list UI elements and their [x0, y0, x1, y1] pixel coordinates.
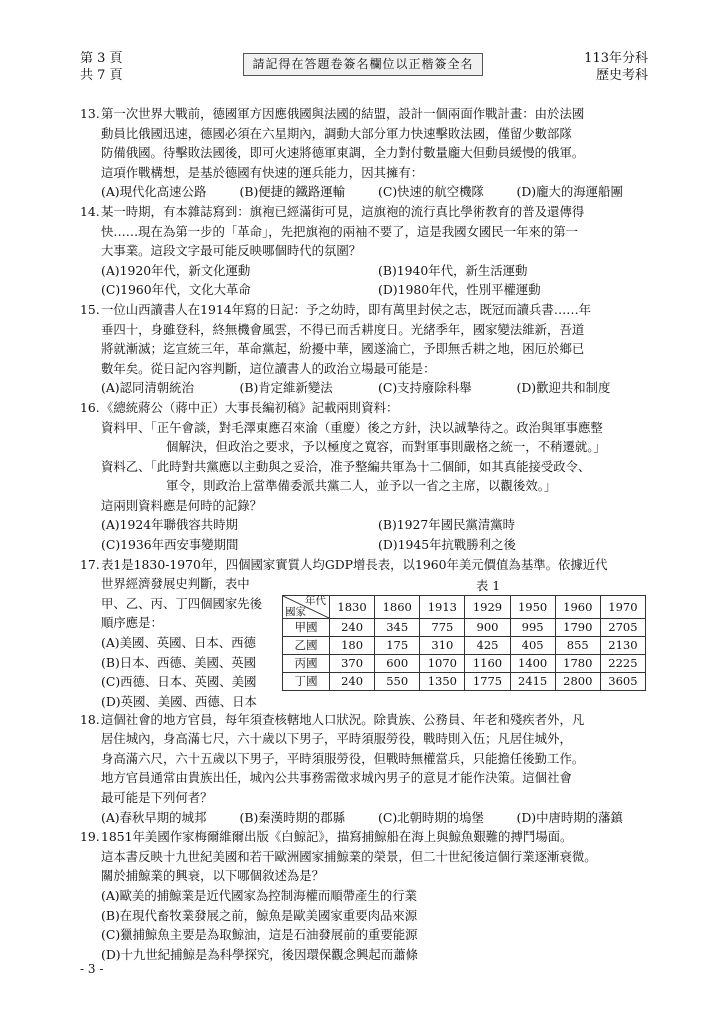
option-b: (B)肯定維新變法 [239, 380, 333, 396]
option-c: (C)支持廢除科舉 [378, 380, 472, 396]
source-b-continued: 軍令，則政治上當準備委派共黨二人，並予以一省之主席，以觀後效。」 [166, 478, 557, 494]
page-number: 第 3 頁 [80, 51, 123, 66]
question-text: 垂四十，身雖登科，終無機會風雲，不得已而舌耕度日。光緒季年，國家變法維新，吾道 [101, 321, 585, 337]
question-14 [80, 202, 655, 300]
question-text: 這項作戰構想，是基於德國有快速的運兵能力，因其擁有： [101, 164, 424, 180]
question-13 [80, 104, 655, 202]
options [101, 182, 655, 202]
gdp-value: 2130 [600, 636, 645, 654]
year-header: 1929 [465, 595, 510, 618]
option-d: (D)歡迎共和制度 [516, 380, 611, 396]
question-19 [80, 827, 655, 964]
source-a-continued: 個解決，但政治之要求，予以極度之寬容，而對軍事則嚴格之統一，不稍遷就。」 [166, 439, 606, 455]
question-text: 甲、乙、丙、丁四個國家先後 [101, 595, 263, 611]
gdp-value: 240 [330, 672, 375, 690]
total-pages: 共 7 頁 [80, 68, 123, 83]
gdp-value: 1160 [465, 654, 510, 672]
gdp-value: 2705 [600, 618, 645, 636]
gdp-value: 900 [465, 618, 510, 636]
gdp-value: 310 [420, 636, 465, 654]
question-text: 身高滿六尺，六十五歲以下男子，平時須服勞役，但戰時無權當兵，只能擔任後勤工作。 [101, 750, 585, 766]
option-b: (B)日本、西德、美國、英國 [101, 654, 257, 670]
question-text: 數年矣。從日記內容判斷，這位讀書人的政治立場最可能是： [101, 360, 436, 376]
gdp-value: 370 [330, 654, 375, 672]
option-c: (C)西德、日本、英國、美國 [101, 674, 257, 690]
question-text: 某一時期，有本雜誌寫到：旗袍已經滿街可見，這旗袍的流行真比學術教育的普及還傳得 [101, 203, 585, 219]
option-c: (C)快速的航空機隊 [378, 184, 484, 200]
question-text: 關於捕鯨業的興衰，以下哪個敘述為是？ [101, 868, 325, 884]
question-number: 15. [80, 301, 100, 317]
option-a: (A)認同清朝統治 [101, 380, 194, 396]
option-c: (C)北朝時期的塢堡 [378, 809, 484, 825]
header-left [80, 50, 123, 84]
corner-country-label: 國家 [285, 605, 306, 618]
gdp-table-wrapper [282, 577, 654, 691]
gdp-value: 2225 [600, 654, 645, 672]
gdp-value: 1350 [420, 672, 465, 690]
option-d: (D)1980年代，性別平權運動 [378, 282, 541, 298]
source-b: 資料乙、「此時對共黨應以主動與之妥洽，准予整編共軍為十二個師，如其真能接受政令、 [101, 458, 591, 474]
gdp-value: 175 [375, 636, 420, 654]
option-a: (A)1920年代，新文化運動 [101, 262, 251, 278]
question-number: 14. [80, 203, 100, 219]
table-row [283, 618, 646, 636]
option-d: (D)英國、美國、西德、日本 [101, 693, 257, 709]
options [101, 515, 655, 554]
gdp-value: 425 [465, 636, 510, 654]
question-number: 16. [80, 399, 100, 415]
question-15 [80, 300, 655, 398]
gdp-table [282, 595, 646, 691]
question-text: 動員比俄國迅速，德國必須在六星期內，調動大部分軍力快速擊敗法國，僅留少數部隊 [101, 125, 572, 141]
gdp-value: 240 [330, 618, 375, 636]
year-header: 1913 [420, 595, 465, 618]
question-left-column [101, 574, 276, 711]
question-text: 居住城內，身高滿七尺，六十歲以下男子，平時須服勞役，戰時則入伍；凡居住城外， [101, 731, 572, 747]
question-number: 19. [80, 829, 100, 845]
question-text: 將就漸滅；迄宣統三年，革命黨起，紛擾中華，國遂淪亡，予即無舌耕之地，困厄於鄉已 [101, 341, 585, 357]
option-a: (A)春秋早期的城邦 [101, 809, 207, 825]
question-number: 18. [80, 711, 100, 727]
gdp-value: 345 [375, 618, 420, 636]
gdp-value: 995 [510, 618, 555, 636]
question-text: 這本書反映十九世紀美國和若干歐洲國家捕鯨業的榮景，但二十世紀後這個行業逐漸衰微。 [101, 848, 597, 864]
option-d: (D)1945年抗戰勝利之後 [378, 537, 516, 553]
option-b: (B)1940年代，新生活運動 [378, 262, 528, 278]
country-name: 乙國 [283, 636, 330, 654]
gdp-value: 550 [375, 672, 420, 690]
source-a: 資料甲、「正午會談，對毛澤東應召來渝（重慶）後之方針，決以誠摯待之。政治與軍事應整 [101, 419, 603, 435]
option-d: (D)十九世紀捕鯨是為科學探究，後因環保觀念興起而蕭條 [101, 946, 418, 962]
gdp-value: 1790 [555, 618, 600, 636]
gdp-value: 2415 [510, 672, 555, 690]
gdp-value: 3605 [600, 672, 645, 690]
year-header: 1960 [555, 595, 600, 618]
table-row [283, 672, 646, 690]
question-number: 13. [80, 106, 100, 121]
option-c: (C)獵捕鯨魚主要是為取鯨油，這是石油發展前的重要能源 [101, 927, 418, 943]
year-header: 1860 [375, 595, 420, 618]
gdp-value: 180 [330, 636, 375, 654]
gdp-value: 1775 [465, 672, 510, 690]
corner-year-label: 年代 [305, 594, 326, 607]
question-18 [80, 710, 655, 828]
option-a: (A)1924年聯俄容共時期 [101, 517, 238, 533]
gdp-value: 855 [555, 636, 600, 654]
year-header: 1970 [600, 595, 645, 618]
option-b: (B)便捷的鐵路運輸 [239, 184, 346, 200]
question-text: 世界經濟發展史判斷，表中 [101, 576, 250, 592]
question-text: 1851年美國作家梅爾維爾出版《白鯨記》，描寫捕鯨船在海上與鯨魚艱難的搏鬥場面。 [101, 829, 573, 845]
options [101, 378, 655, 398]
option-b: (B)1927年國民黨清黨時 [378, 517, 516, 533]
signature-notice: 請記得在答題卷簽名欄位以正楷簽全名 [243, 53, 483, 76]
question-text: 最可能是下列何者？ [101, 790, 213, 806]
year-header: 1830 [330, 595, 375, 618]
question-text: 《總統蔣公（蔣中正）大事長編初稿》記載兩則資料： [101, 399, 399, 415]
gdp-value: 1780 [555, 654, 600, 672]
gdp-value: 1070 [420, 654, 465, 672]
country-name: 丙國 [283, 654, 330, 672]
option-a: (A)美國、英國、日本、西德 [101, 635, 256, 651]
exam-year: 113年分科 [584, 51, 648, 66]
option-a: (A)現代化高速公路 [101, 184, 207, 200]
table-corner-cell [283, 595, 330, 618]
country-name: 丁國 [283, 672, 330, 690]
question-text: 快……現在為第一步的「革命」，先把旗袍的兩袖不要了，這是我國女國民一年來的第一 [101, 223, 579, 239]
option-b: (B)在現代畜牧業發展之前，鯨魚是歐美國家重要肉品來源 [101, 907, 418, 923]
question-text: 表1是1830-1970年，四個國家實質人均GDP增長表，以1960年美元價值為基準。依據近代 [101, 556, 608, 572]
table-row [283, 654, 646, 672]
gdp-value: 405 [510, 636, 555, 654]
gdp-value: 2800 [555, 672, 600, 690]
header-right [584, 50, 648, 84]
question-text: 順序應是： [101, 615, 163, 631]
gdp-value: 775 [420, 618, 465, 636]
question-prompt: 這兩則資料應是何時的記錄？ [101, 497, 263, 513]
question-text: 地方官員通常由貴族出任，城內公共事務需徵求城內男子的意見才能作決策。這個社會 [101, 770, 572, 786]
option-a: (A)歐美的捕鯨業是近代國家為控制海權而順帶產生的行業 [101, 888, 417, 903]
question-16 [80, 398, 655, 555]
option-c: (C)1960年代，文化大革命 [101, 282, 251, 298]
options [101, 808, 655, 828]
gdp-value: 600 [375, 654, 420, 672]
exam-subject: 歷史考科 [595, 68, 648, 83]
question-text: 第一次世界大戰前，德國軍方因應俄國與法國的結盟，設計一個兩面作戰計畫：由於法國 [101, 106, 585, 121]
table-row [283, 636, 646, 654]
question-text: 防備俄國。待擊敗法國後，即可火速將德軍東調，全力對付數量龐大但動員緩慢的俄軍。 [101, 145, 585, 161]
question-text: 大事業。這段文字最可能反映哪個時代的氛圍？ [101, 243, 362, 259]
options [101, 261, 655, 300]
table-title: 表 1 [475, 577, 501, 593]
question-number: 17. [80, 556, 100, 572]
page-footer: - 3 - [80, 962, 104, 976]
question-list [80, 104, 655, 964]
option-d: (D)中唐時期的藩鎮 [516, 809, 623, 825]
option-c: (C)1936年西安事變期間 [101, 537, 239, 553]
option-d: (D)龐大的海運船團 [516, 184, 623, 200]
question-text: 這個社會的地方官員，每年須查核轄地人口狀況。除貴族、公務員、年老和殘疾者外，凡 [101, 711, 585, 727]
question-17 [80, 555, 655, 709]
table-header-row [283, 595, 646, 618]
gdp-value: 1400 [510, 654, 555, 672]
question-text: 一位山西讀書人在1914年寫的日記：予之幼時，即有萬里封侯之志，既冠而讀兵書……年 [101, 301, 591, 317]
option-b: (B)秦漢時期的郡縣 [239, 809, 346, 825]
year-header: 1950 [510, 595, 555, 618]
country-name: 甲國 [283, 618, 330, 636]
